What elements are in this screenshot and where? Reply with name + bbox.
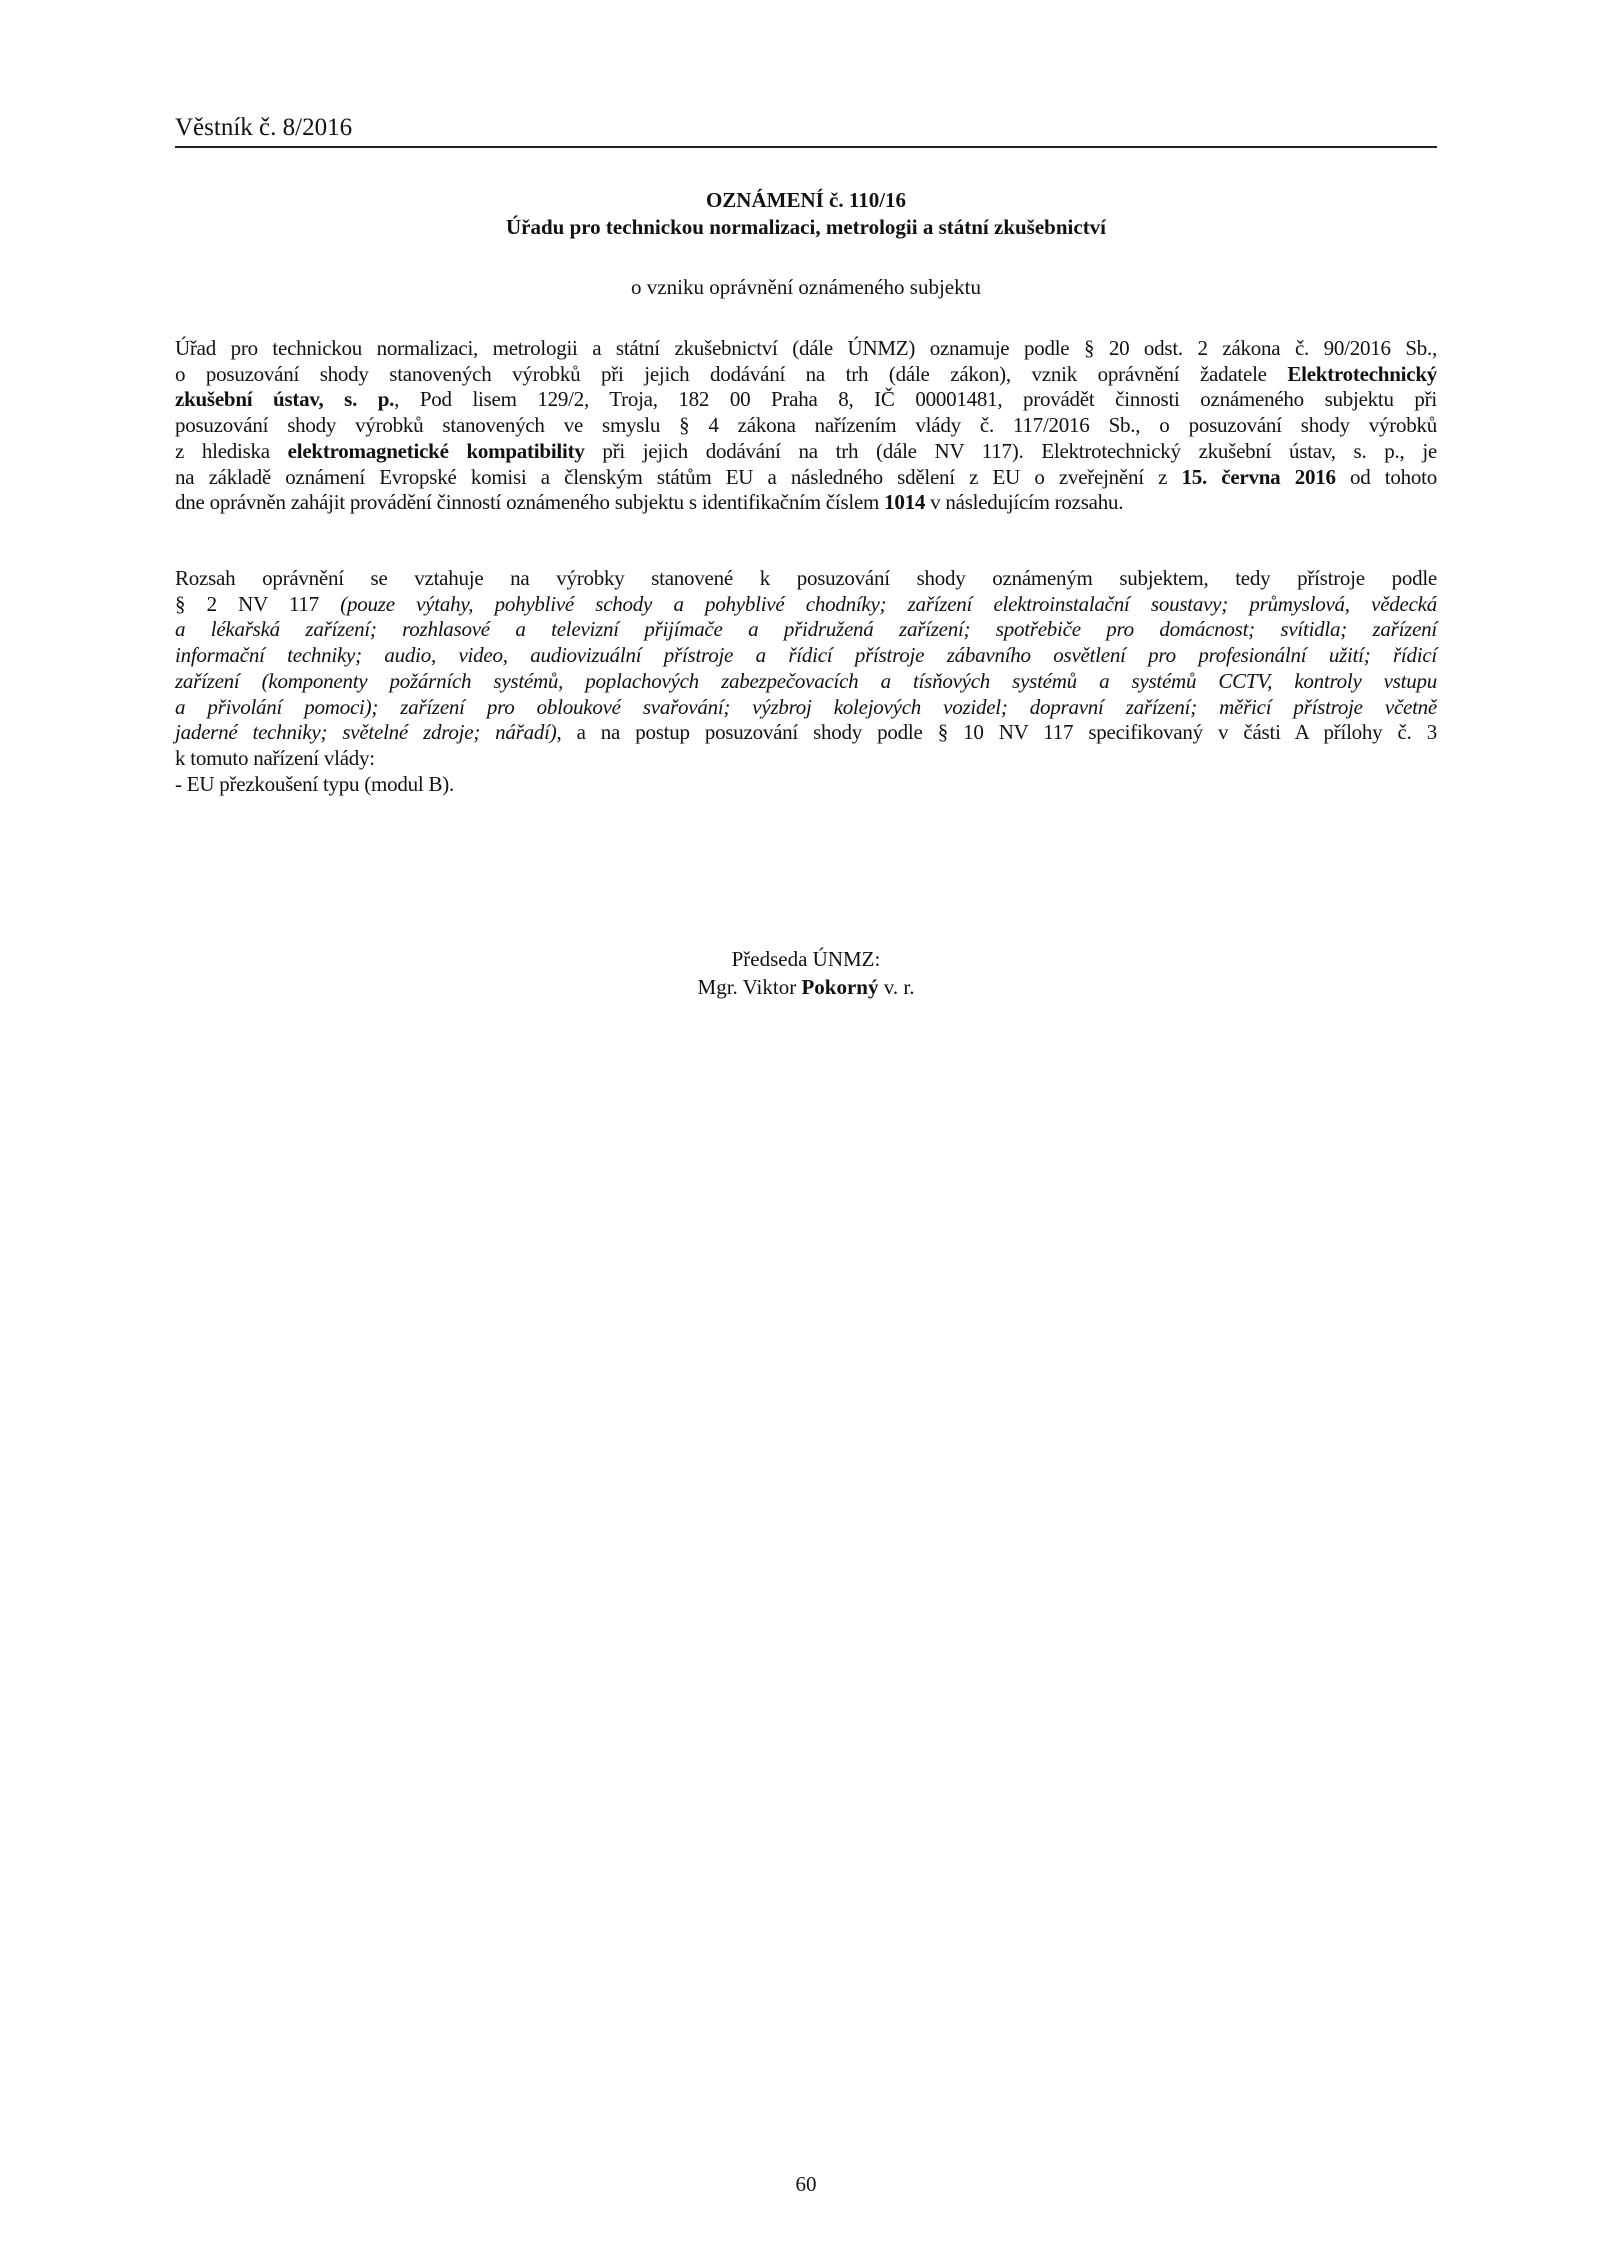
text-line <box>175 336 1437 362</box>
italic-text: jaderné techniky; světelné zdroje; nářadí) <box>175 720 557 745</box>
text-segment: o posuzování shody stanovených výrobků při jejich dodávání na trh (dále zákon), vznik oprávnění žadatele <box>175 361 1288 386</box>
text-line <box>175 465 1437 491</box>
text-line <box>175 643 1437 669</box>
bold-text: 15. června 2016 <box>1181 464 1336 489</box>
text-segment: v následujícím rozsahu. <box>925 490 1124 515</box>
text-segment: Úřad pro technickou normalizaci, metrologii a státní zkušebnictví (dále ÚNMZ) oznamuje podle § 20 odst. 2 zákona č. 90/2016 Sb., <box>175 336 1437 360</box>
text-line <box>175 566 1437 592</box>
signature-role: Předseda ÚNMZ: <box>731 947 881 971</box>
bold-text: zkušební ústav, s. p. <box>175 387 395 412</box>
text-segment: , Pod lisem 129/2, Troja, 182 00 Praha 8, IČ 00001481, provádět činnosti oznámeného subjektu při <box>394 387 1437 412</box>
paragraph-2 <box>175 566 1437 797</box>
text-line <box>175 387 1437 413</box>
text-line <box>175 413 1437 439</box>
text-line <box>175 772 1437 798</box>
text-segment: z hlediska <box>175 438 288 463</box>
italic-text: a lékařská zařízení; rozhlasové a televizní přijímače a přidružená zařízení; spotřebiče pro domácnost; svítidla; zařízení <box>175 617 1437 642</box>
text-segment: k tomuto nařízení vlády: <box>175 745 375 770</box>
header-divider <box>175 146 1437 148</box>
text-segment: od tohoto <box>1335 464 1437 489</box>
text-line <box>175 362 1437 388</box>
text-segment: při jejich dodávání na trh (dále NV 117). Elektrotechnický zkušební ústav, s. p., je <box>584 438 1437 463</box>
bold-text: elektromagnetické kompatibility <box>287 438 585 463</box>
italic-text: informační techniky; audio, video, audiovizuální přístroje a řídicí přístroje zábavního osvětlení pro profesionální užití; řídicí <box>175 643 1437 668</box>
page-number: 60 <box>795 2172 817 2196</box>
text-line <box>175 695 1437 721</box>
text-line <box>175 592 1437 618</box>
text-line <box>175 439 1437 465</box>
text-line <box>175 669 1437 695</box>
bold-text: Elektrotechnický <box>1287 361 1437 386</box>
journal-header: Věstník č. 8/2016 <box>175 114 353 141</box>
text-segment: na základě oznámení Evropské komisi a členským státům EU a následného sdělení z EU o zveřejnění z <box>175 464 1182 489</box>
paragraph-1 <box>175 336 1437 516</box>
notice-issuer: Úřadu pro technickou normalizaci, metrologii a státní zkušebnictví <box>505 215 1107 239</box>
text-segment: § 2 NV 117 <box>175 591 341 616</box>
text-segment: posuzování shody výrobků stanovených ve smyslu § 4 zákona nařízením vlády č. 117/2016 Sb., o posuzování shody výrobků <box>175 413 1437 438</box>
italic-text: zařízení (komponenty požárních systémů, poplachových zabezpečovacích a tísňových systémů a systémů CCTV, kontroly vstupu <box>175 668 1437 693</box>
text-line <box>175 490 1437 516</box>
text-segment: Rozsah oprávnění se vztahuje na výrobky stanovené k posuzování shody oznámeným subjektem, tedy přístroje podle <box>175 566 1437 590</box>
signature-surname: Pokorný <box>801 975 879 999</box>
text-line <box>175 746 1437 772</box>
signature-name-prefix: Mgr. Viktor <box>697 975 802 999</box>
signature-name <box>175 975 1437 1000</box>
italic-text: (pouze výtahy, pohyblivé schody a pohyblivé chodníky; zařízení elektroinstalační soustavy; průmyslová, vědecká <box>340 591 1437 616</box>
notice-title: OZNÁMENÍ č. 110/16 <box>705 188 907 212</box>
text-segment: - EU přezkoušení typu (modul B). <box>175 771 454 796</box>
text-line <box>175 720 1437 746</box>
signature-name-suffix: v. r. <box>878 975 915 999</box>
text-segment: , a na postup posuzování shody podle § 10 NV 117 specifikovaný v části A přílohy č. 3 <box>556 720 1437 745</box>
italic-text: a přivolání pomoci); zařízení pro obloukové svařování; výzbroj kolejových vozidel; dopravní zařízení; měřicí přístroje včetně <box>175 694 1437 719</box>
notice-subject: o vzniku oprávnění oznámeného subjektu <box>631 275 981 299</box>
text-segment: dne oprávněn zahájit provádění činností oznámeného subjektu s identifikačním číslem <box>175 490 885 515</box>
bold-text: 1014 <box>884 490 926 515</box>
text-line <box>175 617 1437 643</box>
